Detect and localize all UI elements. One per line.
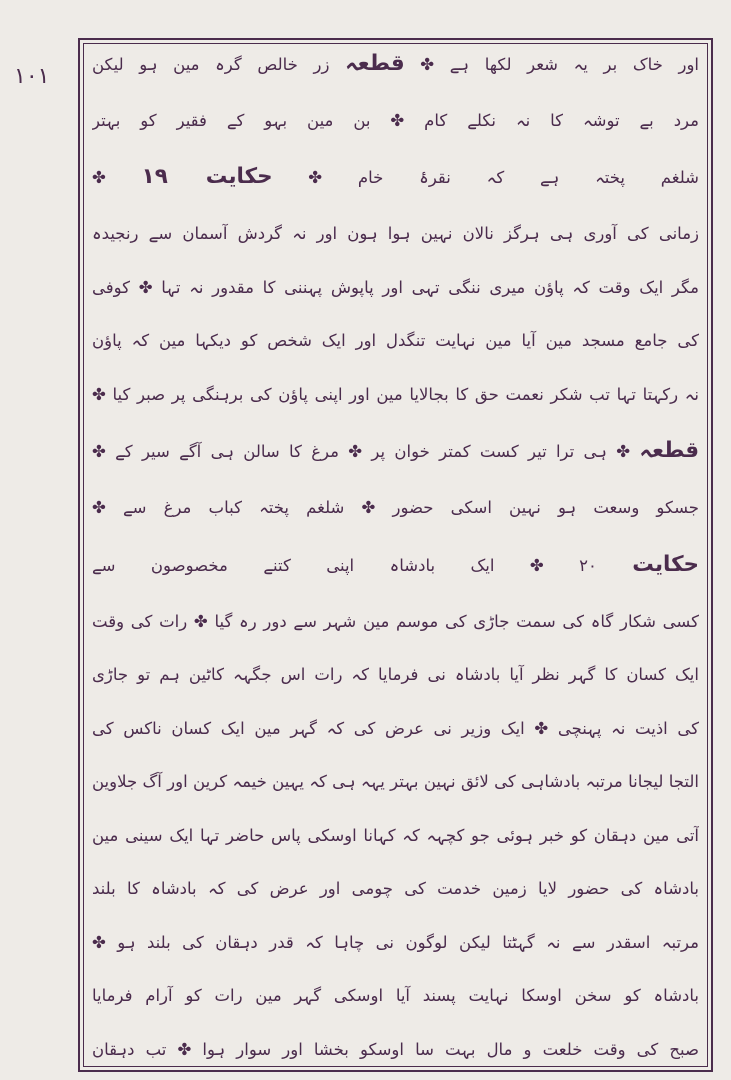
line-text: بادشاہ کو سخن اوسکا نہایت پسند آیا اوسکی گہر مین رات کو آرام فرمایا — [92, 986, 699, 1006]
line-text: التجا لیجانا مرتبہ بادشاہی کی لائق نہین بہتر یہہ ہی کہ یہین خیمہ کرین اور آگ جلاوین — [92, 772, 699, 792]
text-line — [92, 664, 699, 685]
line-text: آتی مین دہقان کو خبر ہوئی جو کچہہ کہ کہانا اوسکی پاس حاضر تہا ایک سینی مین — [92, 825, 699, 845]
text-line — [92, 551, 699, 578]
line-text: صبح کی وقت خلعت و مال بہت سا اوسکو بخشا اور سوار ہوا ✤ تب دہقان — [92, 1039, 699, 1059]
line-text: بادشاہ کی حضور لایا زمین خدمت کی چومی اور عرض کی کہ بادشاہ کا بلند — [92, 879, 699, 899]
line-text: ۲۰ ✤ ایک بادشاہ اپنی کتنے مخصوصون سے — [92, 555, 633, 575]
text-block — [83, 43, 708, 1067]
page-number: ۱۰۱ — [14, 64, 50, 89]
line-text: کی اذیت نہ پہنچی ✤ ایک وزیر نی عرض کی کہ گہر مین ایک کسان ناکس کی — [92, 718, 699, 738]
text-line — [92, 277, 699, 298]
text-line — [92, 985, 699, 1006]
text-line — [92, 611, 699, 632]
text-line — [92, 878, 699, 899]
section-heading: حکایت ۱۹ — [141, 164, 273, 190]
line-text: مرد بے توشہ کا نہ نکلے کام ✤ بن مین بہو کے فقیر کو بہتر — [92, 110, 699, 130]
line-text: ✤ — [92, 168, 142, 188]
text-line — [92, 110, 699, 131]
text-line — [92, 497, 699, 518]
text-line — [92, 825, 699, 846]
line-text: زر خالص گرہ مین ہو لیکن — [92, 55, 346, 74]
text-line — [92, 330, 699, 351]
line-text: مرتبہ اسقدر سے نہ گہٹتا لیکن لوگون نی چاہا کہ قدر دہقان کی بلند ہو ✤ — [92, 932, 699, 952]
line-text: جسکو وسعت ہو نہین اسکی حضور ✤ شلغم پختہ کباب مرغ سے ✤ — [92, 498, 699, 518]
text-line — [92, 932, 699, 953]
section-heading: قطعہ — [639, 438, 699, 464]
text-line — [92, 50, 699, 77]
section-heading: قطعہ — [345, 51, 405, 76]
text-line — [92, 384, 699, 405]
line-text: مگر ایک وقت کہ پاؤن میری ننگی تہی اور پاپوش پہننی کا مقدور نہ تہا ✤ کوفی — [92, 277, 699, 297]
line-text: شلغم پختہ ہے کہ نقرۂ خام ✤ — [272, 168, 699, 188]
text-line — [92, 437, 699, 464]
page-border — [78, 38, 713, 1072]
line-text: ایک کسان کا گہر نظر آیا بادشاہ نی فرمایا کہ رات اس جگہہ کاٹین ہم تو جاڑی — [92, 665, 699, 685]
text-line — [92, 718, 699, 739]
line-text: زمانی کی آوری ہی ہرگز نالان نہین ہوا ہون اور نہ گردش آسمان سے رنجیدہ — [92, 224, 699, 244]
text-line — [92, 1039, 699, 1060]
line-text: ✤ ہی ترا تیر کست کمتر خوان پر ✤ مرغ کا سالن ہی آگے سیر کے ✤ — [92, 442, 640, 462]
line-text: کسی شکار گاہ کی سمت جاڑی کی موسم مین شہر سے دور رہ گیا ✤ رات کی وقت — [92, 611, 699, 631]
line-text: اور خاک بر یہ شعر لکھا ہے ✤ — [404, 55, 699, 74]
text-line — [92, 771, 699, 792]
line-text: نہ رکہتا تہا تب شکر نعمت حق کا بجالایا مین اور اپنی پاؤن کی برہنگی پر صبر کیا ✤ — [92, 384, 699, 404]
text-line — [92, 223, 699, 244]
text-line — [92, 163, 699, 190]
section-heading: حکایت — [632, 551, 699, 577]
line-text: کی جامع مسجد مین آیا مین نہایت تنگدل اور ایک شخص کو دیکہا مین کہ پاؤن — [92, 331, 699, 351]
